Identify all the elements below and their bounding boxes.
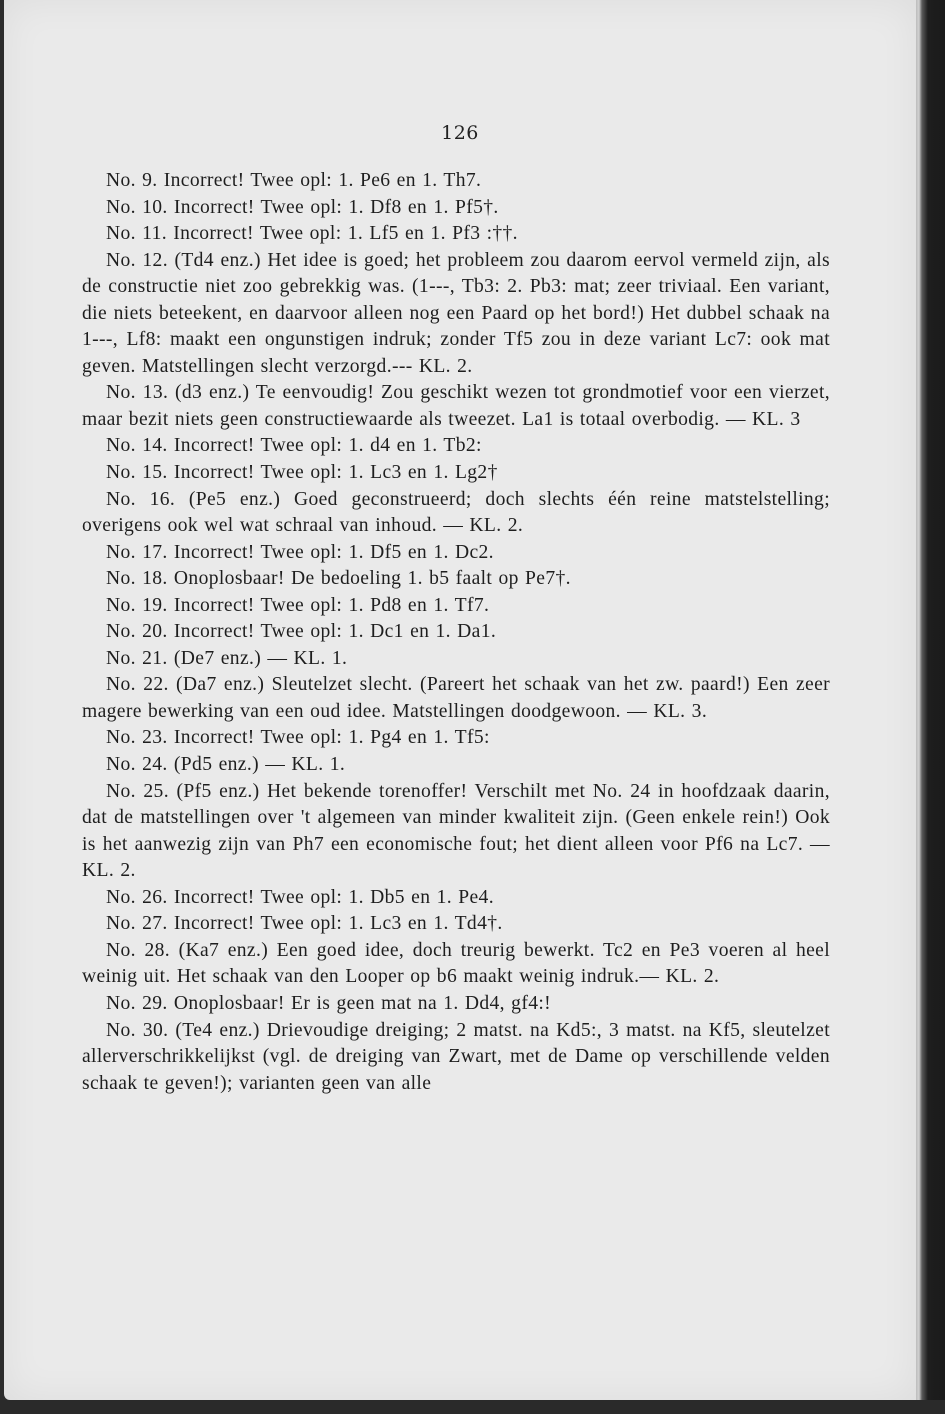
problem-entry-17: No. 17. Incorrect! Twee opl: 1. Df5 en 1. Dc2. xyxy=(106,541,494,563)
problem-entry-19: No. 19. Incorrect! Twee opl: 1. Pd8 en 1. Tf7. xyxy=(106,594,490,616)
problem-entry-16: No. 16. (Pe5 enz.) Goed geconstrueerd; doch slechts één reine matstelstelling; overigens ook wel wat schraal van inhoud. — KL. 2. xyxy=(82,488,830,537)
problem-entry-13: No. 13. (d3 enz.) Te eenvoudig! Zou geschikt wezen tot grondmotief voor een vierzet, maar bezit niets geen constructiewaarde als tweezet. La1 is totaal overbodig. — KL. 3 xyxy=(82,382,830,430)
problem-entry-30: No. 30. (Te4 enz.) Drievoudige dreiging; 2 matst. na Kd5:, 3 matst. na Kf5, sleutelzet allerverschrikkelijkst (vgl. de dreiging van Zwart, met de Dame op verschillende velden schaak te geven!); varianten geen van alle xyxy=(82,1019,830,1094)
problem-entry-9: No. 9. Incorrect! Twee opl: 1. Pe6 en 1. Th7. xyxy=(106,170,482,191)
problem-entry-24: No. 24. (Pd5 enz.) — KL. 1. xyxy=(106,754,346,776)
problem-entry-10: No. 10. Incorrect! Twee opl: 1. Df8 en 1. Pf5†. xyxy=(106,196,499,218)
problem-entry-18: No. 18. Onoplosbaar! De bedoeling 1. b5 faalt op Pe7†. xyxy=(106,568,571,590)
problem-entry-28: No. 28. (Ka7 enz.) Een goed idee, doch treurig bewerkt. Tc2 en Pe3 voeren al heel weinig uit. Het schaak van den Looper op b6 maakt weinig indruk.— KL. 2. xyxy=(82,939,830,988)
problem-entry-23: No. 23. Incorrect! Twee opl: 1. Pg4 en 1. Tf5: xyxy=(106,727,490,749)
problem-entry-12: No. 12. (Td4 enz.) Het idee is goed; het probleem zou daarom eervol vermeld zijn, als de constructie niet zoo gebrekkig was. (1---, Tb3: 2. Pb3: mat; zeer triviaal. Een variant, die niets beteekent, en daarvoor alleen nog een Paard op het bord!) Het dubbel schaak na 1---, Lf8: maakt een ongunstigen indruk; zonder Tf5 zou in deze variant Lc7: ook mat geven. Matstellingen slecht verzorgd.--- KL. 2. xyxy=(82,249,830,377)
page-number: 126 xyxy=(441,122,479,144)
problem-entry-27: No. 27. Incorrect! Twee opl: 1. Lc3 en 1. Td4†. xyxy=(106,913,503,935)
problem-entry-20: No. 20. Incorrect! Twee opl: 1. Dc1 en 1. Da1. xyxy=(106,621,497,643)
problem-entry-22: No. 22. (Da7 enz.) Sleutelzet slecht. (Pareert het schaak van het zw. paard!) Een zeer magere bewerking van een oud idee. Matstellingen doodgewoon. — KL. 3. xyxy=(82,674,830,722)
scan-bottom-border xyxy=(0,1400,945,1414)
book-page xyxy=(4,0,916,1400)
problem-entry-14: No. 14. Incorrect! Twee opl: 1. d4 en 1. Tb2: xyxy=(106,435,482,457)
problem-entry-26: No. 26. Incorrect! Twee opl: 1. Db5 en 1. Pe4. xyxy=(106,886,494,908)
problem-entry-25: No. 25. (Pf5 enz.) Het bekende torenoffer! Verschilt met No. 24 in hoofdzaak daarin, dat de matstellingen over 't algemeen van minder kwaliteit zijn. (Geen enkele rein!) Ook is het aanwezig zijn van Ph7 een economische fout; het dient alleen voor Pf6 na Lc7. — KL. 2. xyxy=(82,780,830,882)
problem-entry-29: No. 29. Onoplosbaar! Er is geen mat na 1. Dd4, gf4:! xyxy=(106,992,552,1014)
problem-entry-11: No. 11. Incorrect! Twee opl: 1. Lf5 en 1. Pf3 :††. xyxy=(106,223,518,245)
problem-entry-15: No. 15. Incorrect! Twee opl: 1. Lc3 en 1. Lg2† xyxy=(106,462,498,484)
book-page-edge xyxy=(916,0,945,1414)
body-text xyxy=(82,168,830,1097)
problem-entry-21: No. 21. (De7 enz.) — KL. 1. xyxy=(106,647,348,669)
